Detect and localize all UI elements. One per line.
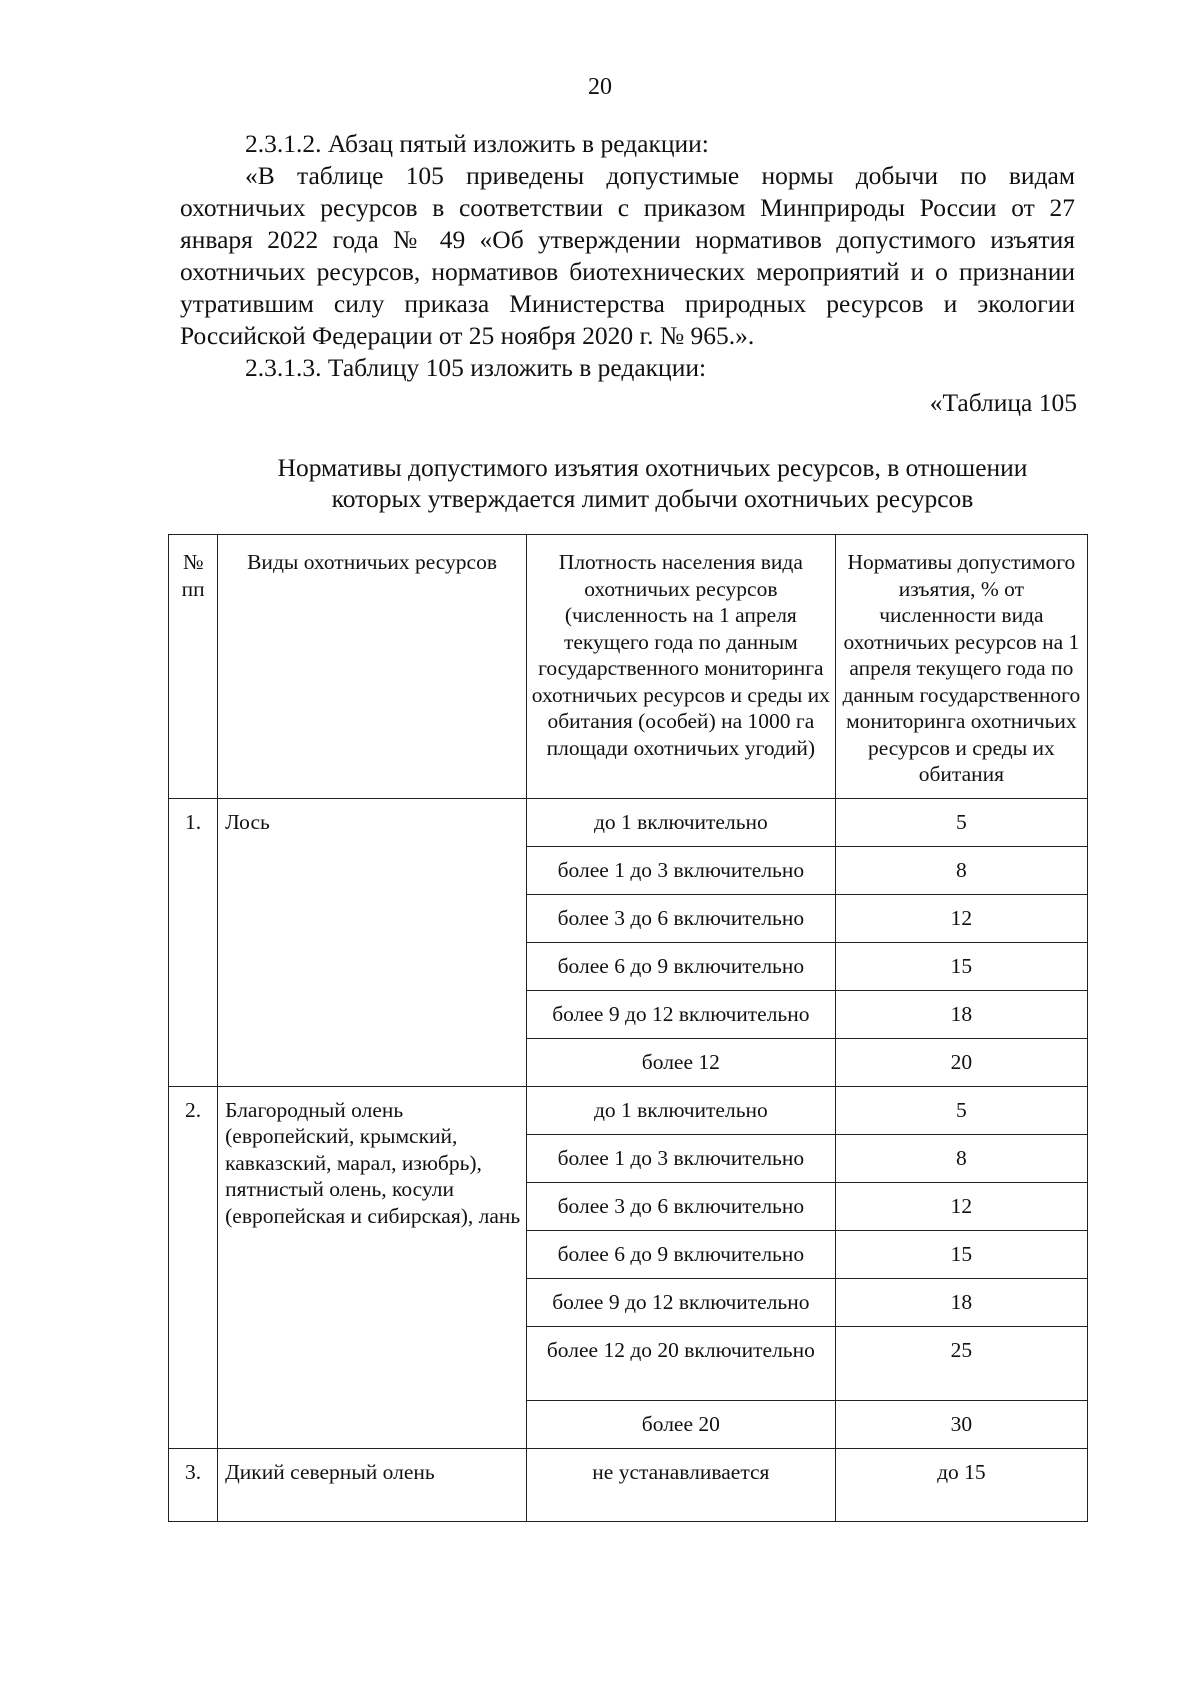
header-number: № пп — [169, 535, 218, 799]
table-row — [169, 1086, 1088, 1134]
norm-cell: 25 — [835, 1326, 1087, 1400]
norm-cell: 18 — [835, 990, 1087, 1038]
table-title — [200, 452, 1105, 514]
species-name: Дикий северный олень — [218, 1448, 527, 1521]
body-text — [180, 128, 1075, 384]
density-cell: более 3 до 6 включительно — [526, 894, 835, 942]
table-row — [169, 1448, 1088, 1521]
paragraph-3: 2.3.1.3. Таблицу 105 изложить в редакции: — [245, 353, 707, 382]
density-cell: до 1 включительно — [526, 1086, 835, 1134]
page-number: 20 — [588, 74, 612, 100]
table-label: «Таблица 105 — [929, 388, 1077, 417]
paragraph-2: «В таблице 105 приведены допустимые нормы добычи по видам охотничьих ресурсов в соответствии с приказом Минприроды России от 27 января 2022 года № 49 «Об утверждении нормативов допустимого изъятия охотничьих ресурсов, нормативов биотехнических мероприятий и о признании утратившим силу приказа Министерства природных ресурсов и экологии Российской Федерации от 25 ноября 2020 г. № 965.». — [180, 161, 1075, 350]
species-name: Благородный олень (европейский, крымский, кавказский, марал, изюбрь), пятнистый олень, косули (европейская и сибирская), лань — [218, 1086, 527, 1448]
density-cell: более 9 до 12 включительно — [526, 1278, 835, 1326]
norm-cell: до 15 — [835, 1448, 1087, 1521]
header-species: Виды охотничьих ресурсов — [218, 535, 527, 799]
density-cell: более 12 до 20 включительно — [526, 1326, 835, 1400]
norm-cell: 15 — [835, 1230, 1087, 1278]
density-cell: более 20 — [526, 1400, 835, 1448]
density-cell: более 1 до 3 включительно — [526, 1134, 835, 1182]
density-cell: более 1 до 3 включительно — [526, 846, 835, 894]
norms-table — [168, 534, 1088, 1522]
paragraph-1: 2.3.1.2. Абзац пятый изложить в редакции: — [245, 129, 709, 158]
row-number: 3. — [169, 1448, 218, 1521]
table-title-line-1: Нормативы допустимого изъятия охотничьих ресурсов, в отношении — [277, 453, 1028, 482]
density-cell: более 3 до 6 включительно — [526, 1182, 835, 1230]
species-name: Лось — [218, 798, 527, 1086]
norm-cell: 20 — [835, 1038, 1087, 1086]
density-cell: более 6 до 9 включительно — [526, 942, 835, 990]
density-cell: более 6 до 9 включительно — [526, 1230, 835, 1278]
table-title-line-2: которых утверждается лимит добычи охотничьих ресурсов — [331, 484, 974, 513]
norm-cell: 18 — [835, 1278, 1087, 1326]
density-cell: до 1 включительно — [526, 798, 835, 846]
row-number: 2. — [169, 1086, 218, 1448]
table-header-row — [169, 535, 1088, 799]
header-density: Плотность населения вида охотничьих ресурсов (численность на 1 апреля текущего года по данным государственного мониторинга охотничьих ресурсов и среды их обитания (особей) на 1000 га площади охотничьих угодий) — [526, 535, 835, 799]
norm-cell: 12 — [835, 1182, 1087, 1230]
density-cell: более 12 — [526, 1038, 835, 1086]
density-cell: более 9 до 12 включительно — [526, 990, 835, 1038]
norm-cell: 8 — [835, 846, 1087, 894]
header-norm: Нормативы допустимого изъятия, % от численности вида охотничьих ресурсов на 1 апреля текущего года по данным государственного мониторинга охотничьих ресурсов и среды их обитания — [835, 535, 1087, 799]
density-cell: не устанавливается — [526, 1448, 835, 1521]
norm-cell: 12 — [835, 894, 1087, 942]
table-row — [169, 798, 1088, 846]
norm-cell: 5 — [835, 798, 1087, 846]
norm-cell: 8 — [835, 1134, 1087, 1182]
norm-cell: 15 — [835, 942, 1087, 990]
norm-cell: 5 — [835, 1086, 1087, 1134]
norm-cell: 30 — [835, 1400, 1087, 1448]
row-number: 1. — [169, 798, 218, 1086]
